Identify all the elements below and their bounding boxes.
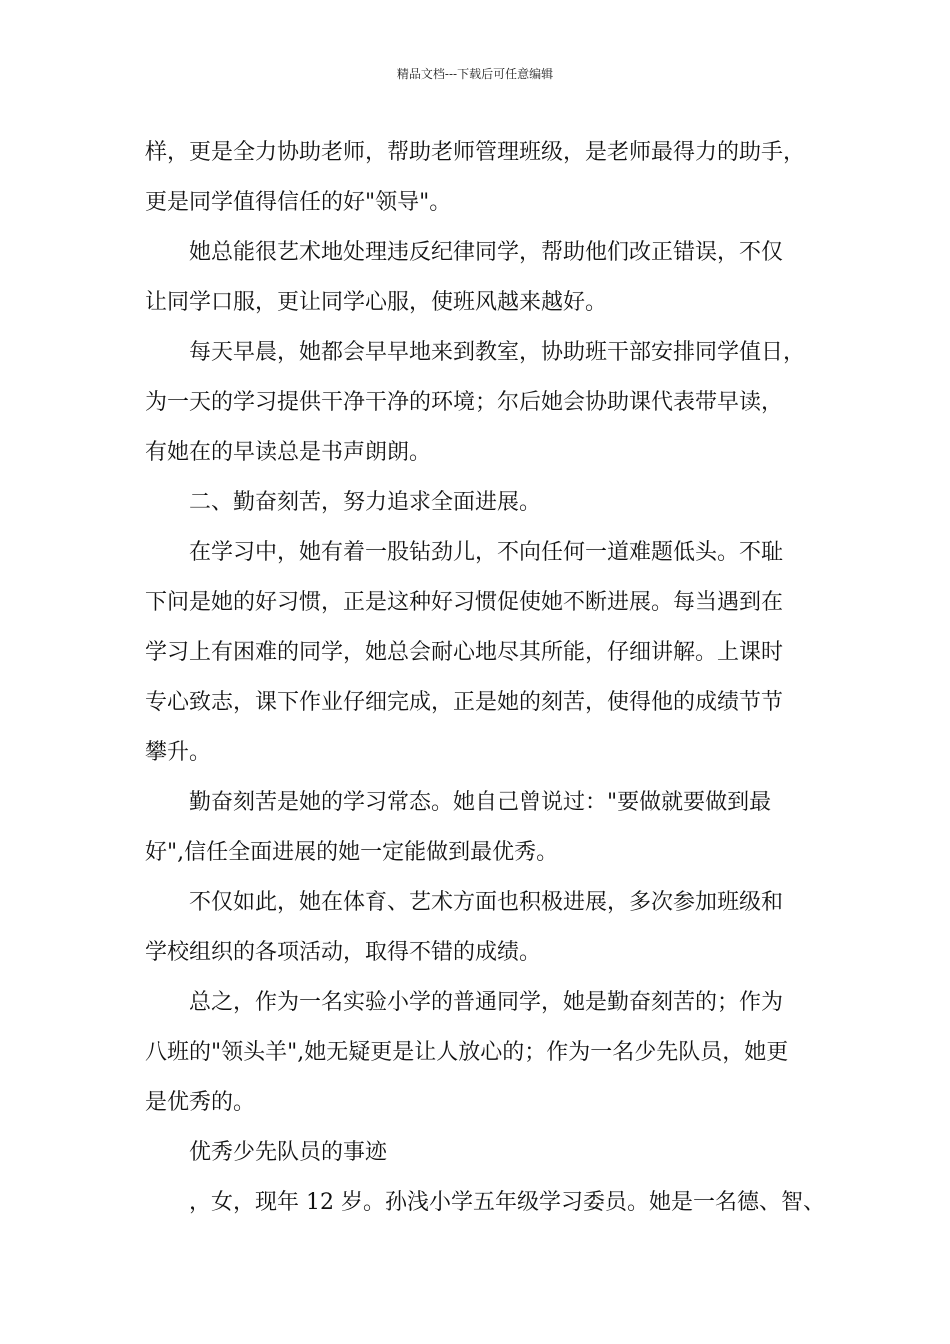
text-line-22: ，女，现年 12 岁。孙浅小学五年级学习委员。她是一名德、智、: [189, 1190, 825, 1215]
text-line-13: 攀升。: [145, 740, 212, 765]
text-line-5: 每天早晨，她都会早早地来到教室，协助班干部安排同学值日，: [189, 340, 806, 365]
text-line-19: 八班的"领头羊",她无疑更是让人放心的；作为一名少先队员，她更: [145, 1040, 789, 1065]
text-line-3: 她总能很艺术地处理违反纪律同学，帮助他们改正错误，不仅: [189, 240, 784, 265]
text-line-20: 是优秀的。: [145, 1090, 256, 1115]
text-line-1: 样，更是全力协助老师，帮助老师管理班级，是老师最得力的助手，: [145, 140, 806, 165]
text-line-11: 学习上有困难的同学，她总会耐心地尽其所能，仔细讲解。上课时: [145, 640, 784, 665]
text-line-7: 有她在的早读总是书声朗朗。: [145, 440, 432, 465]
text-line-9: 在学习中，她有着一股钻劲儿，不向任何一道难题低头。不耻: [189, 540, 784, 565]
text-line-18: 总之，作为一名实验小学的普通同学，她是勤奋刻苦的；作为: [189, 990, 784, 1015]
text-line-12: 专心致志，课下作业仔细完成，正是她的刻苦，使得他的成绩节节: [145, 690, 784, 715]
text-line-4: 让同学口服，更让同学心服，使班风越来越好。: [145, 290, 608, 315]
text-line-14: 勤奋刻苦是她的学习常态。她自己曾说过："要做就要做到最: [189, 790, 772, 815]
text-line-10: 下问是她的好习惯，正是这种好习惯促使她不断进展。每当遇到在: [145, 590, 784, 615]
text-line-17: 学校组织的各项活动，取得不错的成绩。: [145, 940, 542, 965]
page-header: 精品文档---下载后可任意编辑: [396, 67, 554, 81]
text-line-2: 更是同学值得信任的好"领导"。: [145, 190, 452, 215]
article-title: 优秀少先队员的事迹: [189, 1140, 388, 1165]
text-line-15: 好",信任全面进展的她一定能做到最优秀。: [145, 840, 559, 865]
section-heading: 二、勤奋刻苦，努力追求全面进展。: [189, 490, 542, 515]
text-line-16: 不仅如此，她在体育、艺术方面也积极进展，多次参加班级和: [189, 890, 784, 915]
document-body: [145, 128, 835, 1228]
text-line-6: 为一天的学习提供干净干净的环境；尔后她会协助课代表带早读，: [145, 390, 784, 415]
